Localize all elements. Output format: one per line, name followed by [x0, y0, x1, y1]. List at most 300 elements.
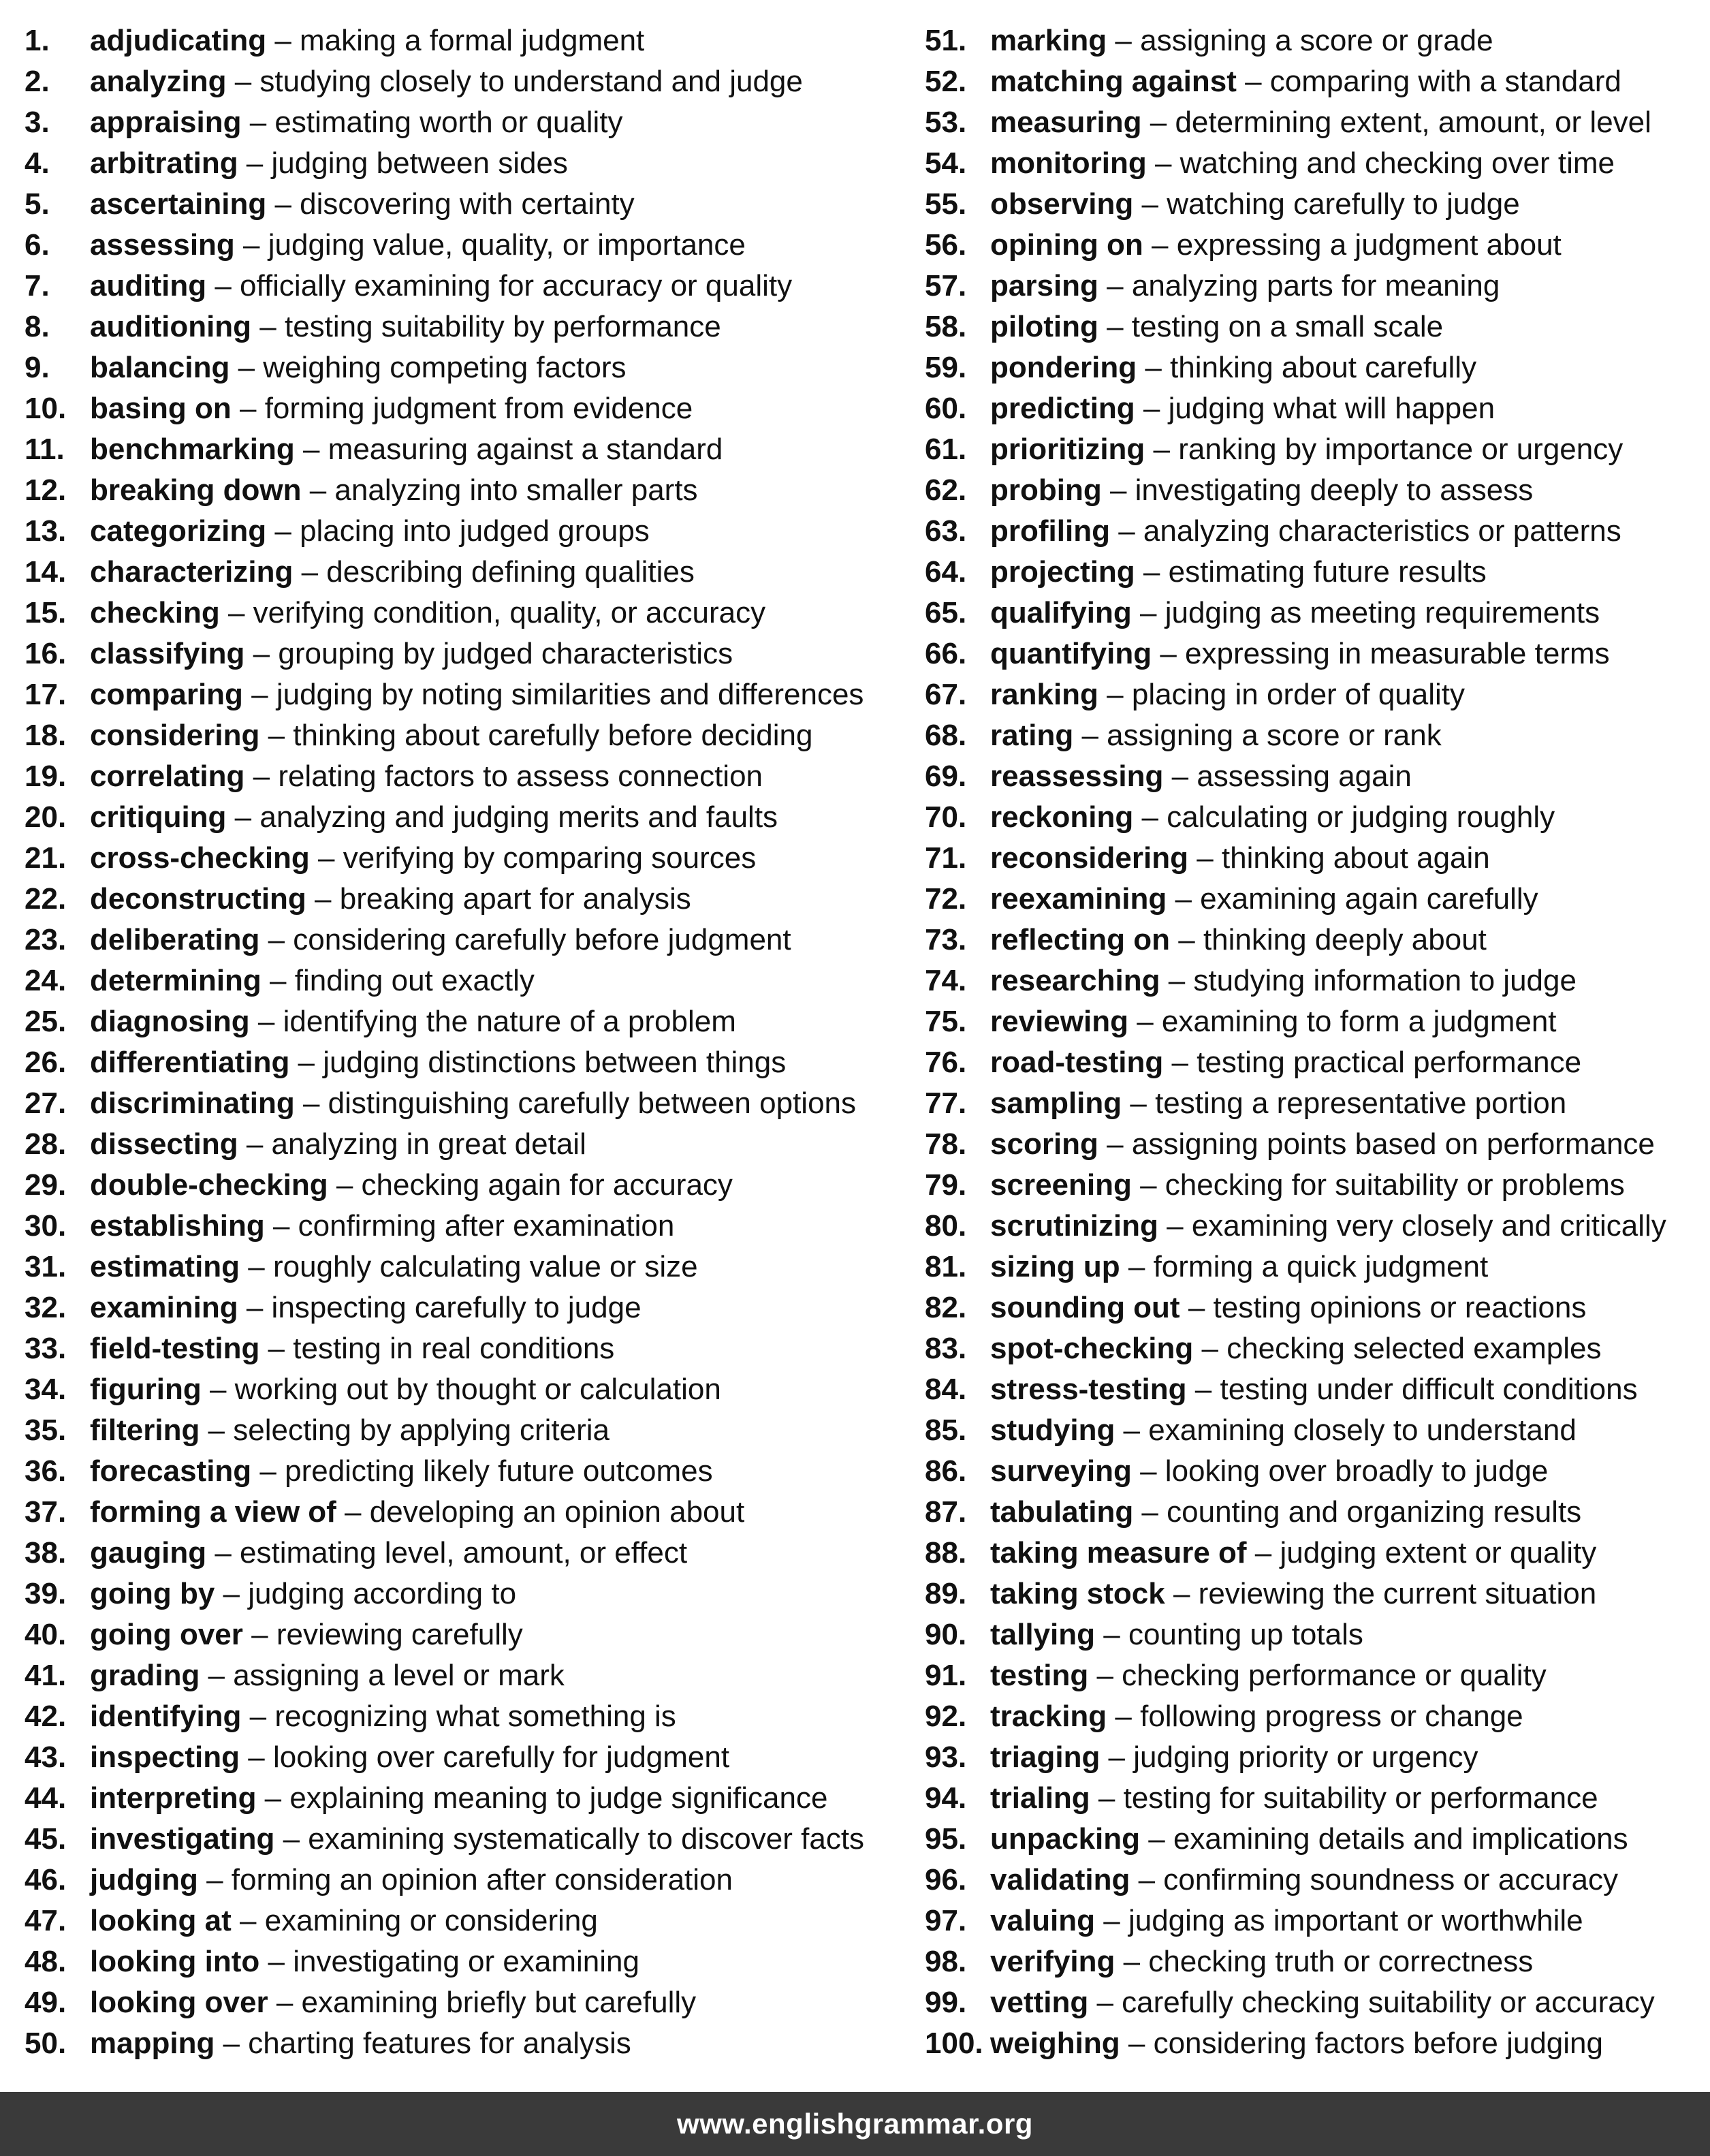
item-number: 50. — [25, 2027, 67, 2060]
item-definition: reviewing the current situation — [1198, 1577, 1597, 1610]
item-separator: – — [259, 1945, 294, 1978]
item-number: 80. — [925, 1209, 967, 1243]
item-number: 75. — [925, 1005, 967, 1038]
item-number: 7. — [25, 269, 50, 302]
item-term: auditing — [90, 269, 207, 302]
list-item — [925, 1901, 1701, 1941]
item-number: 31. — [25, 1250, 67, 1283]
item-separator: – — [1141, 106, 1175, 139]
item-definition: watching carefully to judge — [1167, 187, 1520, 221]
list-item — [25, 1819, 903, 1860]
item-definition: placing into judged groups — [300, 514, 650, 548]
item-definition: thinking about carefully before deciding — [293, 719, 813, 752]
item-term: testing — [990, 1659, 1089, 1692]
list-item — [925, 1083, 1701, 1124]
item-term: forming a view of — [90, 1495, 336, 1529]
item-separator: – — [294, 1087, 328, 1120]
item-separator: – — [1101, 473, 1135, 507]
list-item — [925, 838, 1701, 879]
item-term: taking measure of — [990, 1536, 1247, 1569]
item-separator: – — [309, 841, 343, 875]
list-item — [925, 674, 1701, 715]
item-term: rating — [990, 719, 1074, 752]
list-item — [25, 1982, 903, 2023]
item-term: figuring — [90, 1373, 202, 1406]
item-number: 8. — [25, 310, 50, 343]
item-term: auditioning — [90, 310, 252, 343]
list-item — [25, 347, 903, 388]
list-item — [25, 1574, 903, 1614]
item-separator: – — [1236, 65, 1270, 98]
item-separator: – — [200, 1659, 234, 1692]
item-definition: counting up totals — [1128, 1618, 1363, 1651]
item-number: 1. — [25, 24, 50, 57]
item-definition: estimating level, amount, or effect — [240, 1536, 688, 1569]
item-number: 100. — [925, 2027, 983, 2060]
item-definition: judging what will happen — [1168, 392, 1495, 425]
item-definition: assigning a level or mark — [233, 1659, 565, 1692]
list-item — [25, 1124, 903, 1165]
item-number: 77. — [925, 1087, 967, 1120]
list-item — [25, 388, 903, 429]
item-term: ascertaining — [90, 187, 267, 221]
item-number: 37. — [25, 1495, 67, 1529]
list-item — [925, 388, 1701, 429]
item-term: going by — [90, 1577, 215, 1610]
item-term: screening — [990, 1168, 1132, 1202]
item-term: discriminating — [90, 1087, 295, 1120]
item-number: 11. — [25, 433, 65, 466]
item-number: 68. — [925, 719, 967, 752]
item-number: 2. — [25, 65, 50, 98]
item-number: 64. — [925, 555, 967, 589]
item-definition: estimating future results — [1168, 555, 1487, 589]
item-number: 90. — [925, 1618, 967, 1651]
item-separator: – — [1152, 637, 1186, 670]
item-term: inspecting — [90, 1740, 240, 1774]
item-separator: – — [1098, 1127, 1132, 1161]
list-item — [25, 266, 903, 307]
item-number: 72. — [925, 882, 967, 916]
footer-url[interactable]: www.englishgrammar.org — [677, 2108, 1033, 2140]
item-definition: determining extent, amount, or level — [1175, 106, 1651, 139]
item-separator: – — [226, 65, 260, 98]
item-number: 29. — [25, 1168, 67, 1202]
item-number: 61. — [925, 433, 967, 466]
list-item — [25, 797, 903, 838]
item-number: 85. — [925, 1413, 967, 1447]
item-definition: analyzing in great detail — [271, 1127, 586, 1161]
item-separator: – — [251, 1454, 285, 1488]
item-number: 76. — [925, 1046, 967, 1079]
item-number: 24. — [25, 964, 67, 997]
item-definition: following progress or change — [1140, 1700, 1523, 1733]
list-item — [25, 1083, 903, 1124]
item-term: reckoning — [990, 800, 1134, 834]
item-number: 22. — [25, 882, 67, 916]
item-separator: – — [229, 351, 264, 384]
item-separator: – — [206, 269, 240, 302]
list-item — [925, 797, 1701, 838]
item-term: investigating — [90, 1822, 275, 1856]
footer-bar — [0, 2092, 1710, 2156]
item-separator: – — [215, 2027, 249, 2060]
item-number: 89. — [925, 1577, 967, 1610]
item-number: 4. — [25, 146, 50, 180]
item-separator: – — [238, 146, 272, 180]
item-definition: judging as meeting requirements — [1165, 596, 1600, 629]
item-number: 82. — [925, 1291, 967, 1324]
list-item — [25, 1165, 903, 1206]
item-separator: – — [242, 678, 276, 711]
item-term: gauging — [90, 1536, 207, 1569]
item-separator: – — [1088, 1986, 1122, 2019]
list-item — [925, 552, 1701, 593]
item-term: adjudicating — [90, 24, 267, 57]
list-item — [925, 1287, 1701, 1328]
item-term: scrutinizing — [990, 1209, 1158, 1243]
list-item — [925, 1410, 1701, 1451]
item-term: looking into — [90, 1945, 260, 1978]
item-separator: – — [328, 1168, 362, 1202]
item-term: reflecting on — [990, 923, 1171, 956]
item-definition: assigning points based on performance — [1131, 1127, 1655, 1161]
item-separator: – — [1165, 1577, 1199, 1610]
item-number: 55. — [925, 187, 967, 221]
item-definition: analyzing parts for meaning — [1131, 269, 1500, 302]
item-definition: grouping by judged characteristics — [278, 637, 733, 670]
item-number: 16. — [25, 637, 67, 670]
list-item — [925, 756, 1701, 797]
list-item — [25, 1247, 903, 1287]
list-item — [25, 756, 903, 797]
list-item — [925, 1655, 1701, 1696]
item-definition: judging according to — [248, 1577, 517, 1610]
item-term: classifying — [90, 637, 245, 670]
item-term: studying — [990, 1413, 1115, 1447]
item-definition: reviewing carefully — [276, 1618, 523, 1651]
item-term: unpacking — [990, 1822, 1141, 1856]
item-separator: – — [1131, 1168, 1165, 1202]
item-separator: – — [306, 882, 340, 916]
list-item — [925, 1001, 1701, 1042]
list-item — [925, 1206, 1701, 1247]
item-term: parsing — [990, 269, 1098, 302]
item-number: 53. — [925, 106, 967, 139]
item-separator: – — [1145, 433, 1179, 466]
list-item — [925, 1165, 1701, 1206]
item-definition: distinguishing carefully between options — [328, 1087, 857, 1120]
item-definition: calculating or judging roughly — [1167, 800, 1555, 834]
item-term: reexamining — [990, 882, 1167, 916]
item-separator: – — [241, 106, 275, 139]
item-number: 48. — [25, 1945, 67, 1978]
item-term: diagnosing — [90, 1005, 250, 1038]
list-item — [925, 1574, 1701, 1614]
item-number: 46. — [25, 1863, 67, 1896]
item-separator: – — [294, 433, 328, 466]
item-definition: forming an opinion after consideration — [231, 1863, 733, 1896]
list-item — [25, 2023, 903, 2064]
word-list-column-left — [25, 20, 903, 2064]
list-item — [25, 1737, 903, 1778]
item-number: 51. — [925, 24, 967, 57]
item-term: differentiating — [90, 1046, 290, 1079]
item-term: correlating — [90, 760, 245, 793]
list-item — [25, 715, 903, 756]
list-item — [925, 470, 1701, 511]
list-item — [25, 1492, 903, 1533]
item-definition: looking over carefully for judgment — [272, 1740, 730, 1774]
list-item — [925, 1778, 1701, 1819]
item-separator: – — [1100, 1740, 1134, 1774]
list-item — [925, 1328, 1701, 1369]
item-separator: – — [256, 1781, 290, 1815]
item-term: spot-checking — [990, 1332, 1194, 1365]
list-item — [25, 1369, 903, 1410]
item-number: 83. — [925, 1332, 967, 1365]
item-number: 65. — [925, 596, 967, 629]
item-definition: considering carefully before judgment — [293, 923, 791, 956]
list-item — [925, 1533, 1701, 1574]
item-number: 44. — [25, 1781, 67, 1815]
item-separator: – — [226, 800, 260, 834]
item-term: characterizing — [90, 555, 294, 589]
item-definition: confirming after examination — [298, 1209, 675, 1243]
item-definition: predicting likely future outcomes — [285, 1454, 713, 1488]
list-item — [925, 1614, 1701, 1655]
item-definition: verifying condition, quality, or accuracy — [253, 596, 766, 629]
item-definition: examining details and implications — [1173, 1822, 1628, 1856]
item-term: establishing — [90, 1209, 265, 1243]
item-separator: – — [1167, 882, 1201, 916]
item-definition: charting features for analysis — [248, 2027, 631, 2060]
item-term: matching against — [990, 65, 1237, 98]
list-item — [25, 143, 903, 184]
item-definition: watching and checking over time — [1179, 146, 1615, 180]
item-number: 67. — [925, 678, 967, 711]
item-term: breaking down — [90, 473, 302, 507]
list-item — [925, 102, 1701, 143]
item-definition: forming judgment from evidence — [264, 392, 693, 425]
item-separator: – — [1120, 1250, 1154, 1283]
list-item — [25, 838, 903, 879]
list-item — [925, 347, 1701, 388]
item-number: 79. — [925, 1168, 967, 1202]
item-definition: describing defining qualities — [326, 555, 695, 589]
item-number: 17. — [25, 678, 67, 711]
item-number: 70. — [925, 800, 967, 834]
item-definition: looking over broadly to judge — [1165, 1454, 1549, 1488]
item-term: marking — [990, 24, 1107, 57]
item-definition: discovering with certainty — [300, 187, 635, 221]
item-separator: – — [241, 1700, 275, 1733]
list-item — [25, 1778, 903, 1819]
item-separator: – — [1140, 1822, 1173, 1856]
item-term: predicting — [990, 392, 1135, 425]
item-term: judging — [90, 1863, 198, 1896]
item-term: stress-testing — [990, 1373, 1187, 1406]
list-item — [925, 1492, 1701, 1533]
item-term: scoring — [990, 1127, 1098, 1161]
item-definition: studying closely to understand and judge — [259, 65, 803, 98]
item-definition: examining very closely and critically — [1191, 1209, 1666, 1243]
item-term: reassessing — [990, 760, 1164, 793]
item-definition: thinking deeply about — [1203, 923, 1487, 956]
item-separator: – — [206, 1536, 240, 1569]
item-definition: testing in real conditions — [293, 1332, 615, 1365]
item-term: assessing — [90, 228, 235, 262]
item-definition: examining to form a judgment — [1161, 1005, 1557, 1038]
item-definition: thinking about carefully — [1170, 351, 1477, 384]
item-term: filtering — [90, 1413, 200, 1447]
item-number: 21. — [25, 841, 67, 875]
item-separator: – — [1133, 1495, 1167, 1529]
item-separator: – — [1107, 1700, 1141, 1733]
item-number: 69. — [925, 760, 967, 793]
item-separator: – — [234, 228, 268, 262]
item-term: projecting — [990, 555, 1135, 589]
item-definition: breaking apart for analysis — [339, 882, 691, 916]
item-definition: working out by thought or calculation — [234, 1373, 721, 1406]
item-term: trialing — [990, 1781, 1090, 1815]
item-definition: examining again carefully — [1200, 882, 1538, 916]
list-item — [925, 61, 1701, 102]
item-definition: considering factors before judging — [1153, 2027, 1603, 2060]
item-separator: – — [301, 473, 335, 507]
item-separator: – — [1131, 1454, 1165, 1488]
item-term: forecasting — [90, 1454, 252, 1488]
item-number: 74. — [925, 964, 967, 997]
item-number: 66. — [925, 637, 967, 670]
item-term: examining — [90, 1291, 238, 1324]
item-number: 94. — [925, 1781, 967, 1815]
list-item — [25, 674, 903, 715]
item-term: sounding out — [990, 1291, 1180, 1324]
item-number: 58. — [925, 310, 967, 343]
item-definition: measuring against a standard — [328, 433, 723, 466]
item-number: 54. — [925, 146, 967, 180]
item-term: reviewing — [990, 1005, 1128, 1038]
item-number: 41. — [25, 1659, 67, 1692]
list-item — [925, 1982, 1701, 2023]
list-item — [925, 1941, 1701, 1982]
list-item — [925, 1369, 1701, 1410]
item-separator: – — [240, 1250, 273, 1283]
item-number: 95. — [925, 1822, 967, 1856]
item-term: probing — [990, 473, 1102, 507]
item-number: 43. — [25, 1740, 67, 1774]
item-definition: judging value, quality, or importance — [268, 228, 746, 262]
item-separator: – — [238, 1291, 272, 1324]
list-item — [25, 1328, 903, 1369]
item-separator: – — [1090, 1781, 1124, 1815]
item-number: 23. — [25, 923, 67, 956]
item-term: tracking — [990, 1700, 1107, 1733]
item-separator: – — [274, 1822, 308, 1856]
item-number: 60. — [925, 392, 967, 425]
item-term: piloting — [990, 310, 1098, 343]
item-definition: assigning a score or grade — [1140, 24, 1493, 57]
item-definition: estimating worth or quality — [274, 106, 623, 139]
item-definition: expressing a judgment about — [1176, 228, 1562, 262]
item-definition: judging as important or worthwhile — [1128, 1904, 1583, 1937]
list-item — [25, 1696, 903, 1737]
item-number: 59. — [925, 351, 967, 384]
item-term: double-checking — [90, 1168, 328, 1202]
item-separator: – — [1135, 555, 1169, 589]
item-term: tallying — [990, 1618, 1096, 1651]
list-item — [25, 1287, 903, 1328]
item-number: 20. — [25, 800, 67, 834]
item-separator: – — [268, 1986, 302, 2019]
item-definition: checking selected examples — [1226, 1332, 1602, 1365]
item-term: identifying — [90, 1700, 242, 1733]
item-number: 49. — [25, 1986, 67, 2019]
list-item — [925, 2023, 1701, 2064]
item-definition: analyzing characteristics or patterns — [1143, 514, 1621, 548]
list-item — [925, 1247, 1701, 1287]
item-number: 42. — [25, 1700, 67, 1733]
item-number: 97. — [925, 1904, 967, 1937]
item-number: 32. — [25, 1291, 67, 1324]
item-number: 39. — [25, 1577, 67, 1610]
item-number: 25. — [25, 1005, 67, 1038]
item-definition: judging distinctions between things — [323, 1046, 787, 1079]
list-item — [25, 1451, 903, 1492]
list-item — [925, 20, 1701, 61]
item-separator: – — [259, 923, 294, 956]
item-term: opining on — [990, 228, 1143, 262]
item-definition: judging extent or quality — [1280, 1536, 1597, 1569]
item-separator: – — [249, 1005, 283, 1038]
item-term: valuing — [990, 1904, 1096, 1937]
item-separator: – — [244, 760, 279, 793]
list-item — [25, 634, 903, 674]
list-item — [925, 225, 1701, 266]
item-definition: investigating deeply to assess — [1135, 473, 1534, 507]
item-number: 12. — [25, 473, 67, 507]
item-definition: identifying the nature of a problem — [283, 1005, 736, 1038]
item-definition: testing on a small scale — [1131, 310, 1444, 343]
list-item — [925, 1451, 1701, 1492]
item-term: sizing up — [990, 1250, 1120, 1283]
item-term: interpreting — [90, 1781, 257, 1815]
item-number: 88. — [925, 1536, 967, 1569]
item-term: observing — [990, 187, 1134, 221]
item-number: 96. — [925, 1863, 967, 1896]
list-item — [25, 61, 903, 102]
item-separator: – — [259, 719, 294, 752]
item-separator: – — [1188, 841, 1222, 875]
item-definition: forming a quick judgment — [1153, 1250, 1489, 1283]
item-number: 3. — [25, 106, 50, 139]
item-number: 28. — [25, 1127, 67, 1161]
list-item — [25, 1941, 903, 1982]
item-number: 91. — [925, 1659, 967, 1692]
list-item — [925, 511, 1701, 552]
item-term: estimating — [90, 1250, 240, 1283]
item-definition: studying information to judge — [1193, 964, 1577, 997]
item-definition: assessing again — [1197, 760, 1412, 793]
item-separator: – — [1130, 1863, 1164, 1896]
item-number: 18. — [25, 719, 67, 752]
item-term: field-testing — [90, 1332, 260, 1365]
item-definition: checking performance or quality — [1122, 1659, 1547, 1692]
list-item — [925, 1042, 1701, 1083]
item-definition: testing under difficult conditions — [1220, 1373, 1638, 1406]
item-number: 98. — [925, 1945, 967, 1978]
